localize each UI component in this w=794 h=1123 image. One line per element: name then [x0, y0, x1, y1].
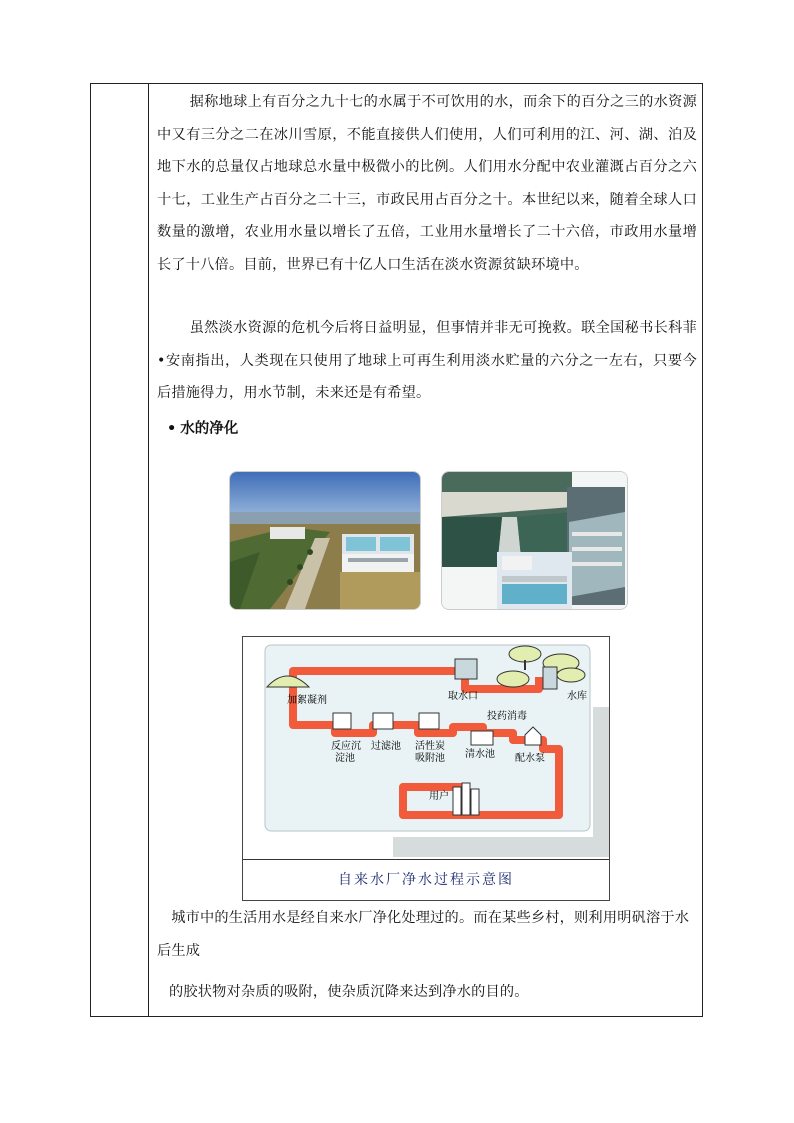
content-table [90, 83, 703, 1017]
label-reaction-2: 淀池 [335, 753, 355, 764]
clear-water-tank-icon [471, 731, 493, 745]
treatment-tanks-image [442, 472, 627, 609]
label-carbon-2: 吸附池 [415, 753, 445, 764]
section-heading [167, 417, 238, 438]
label-disinfect: 投药消毒 [487, 711, 527, 722]
label-clear: 清水池 [465, 749, 495, 760]
label-pump: 配水泵 [515, 753, 545, 764]
paragraph-water-resources: 据称地球上有百分之九十七的水属于不可饮用的水，而余下的百分之三的水资源中又有三分之二在冰川雪原，不能直接供人们使用，人们可利用的江、河、湖、泊及地下水的总量仅占地球总水量中极微小的比例。人们用水分配中农业灌溉占百分之六十七，工业生产占百分之二十三，市政民用占百分之十。本世纪以来，随着全球人口数量的激增，农业用水量以增长了五倍，工业用水量增长了二十六倍，市政用水量增长了十八倍。目前，世界已有十亿人口生活在淡水资源贫缺环境中。 [157, 94, 697, 273]
paragraph-alum: 的胶状物对杂质的吸附，使杂质沉降来达到净水的目的。 [169, 984, 529, 1000]
carbon-tank-icon [419, 713, 439, 729]
heading-text: 水的净化 [180, 421, 239, 437]
label-coagulant: 加絮凝剂 [287, 695, 327, 706]
content-cell [149, 84, 702, 1016]
label-reaction-1: 反应沉 [331, 741, 361, 752]
paragraph-city-water: 城市中的生活用水是经自来水厂净化处理过的。而在某些乡村，则利用明矾溶于水后生成 [157, 910, 690, 959]
bullet-icon: • [167, 421, 177, 437]
purification-process-graphic [243, 637, 609, 859]
water-plant-aerial-photo [229, 471, 421, 610]
label-user: 用户 [429, 791, 449, 802]
diagram-caption: 自来水厂净水过程示意图 [338, 872, 514, 888]
water-plant-aerial-image [230, 472, 420, 609]
label-carbon-1: 活性炭 [415, 741, 445, 752]
filter-tank-icon [373, 713, 393, 729]
label-filter: 过滤池 [371, 741, 401, 752]
purification-diagram [242, 636, 610, 901]
label-reservoir: 水库 [567, 691, 587, 702]
treatment-tanks-photo [441, 471, 628, 610]
intake-icon [455, 659, 477, 679]
label-intake: 取水口 [448, 691, 478, 702]
paragraph-freshwater-crisis: 虽然淡水资源的危机今后将日益明显，但事情并非无可挽救。联全国秘书长科菲•安南指出，人类现在只使用了地球上可再生利用淡水贮量的六分之一左右，只要今后措施得力，用水节制，未来还是有希望。 [157, 320, 697, 401]
reaction-tank-icon [333, 713, 351, 729]
